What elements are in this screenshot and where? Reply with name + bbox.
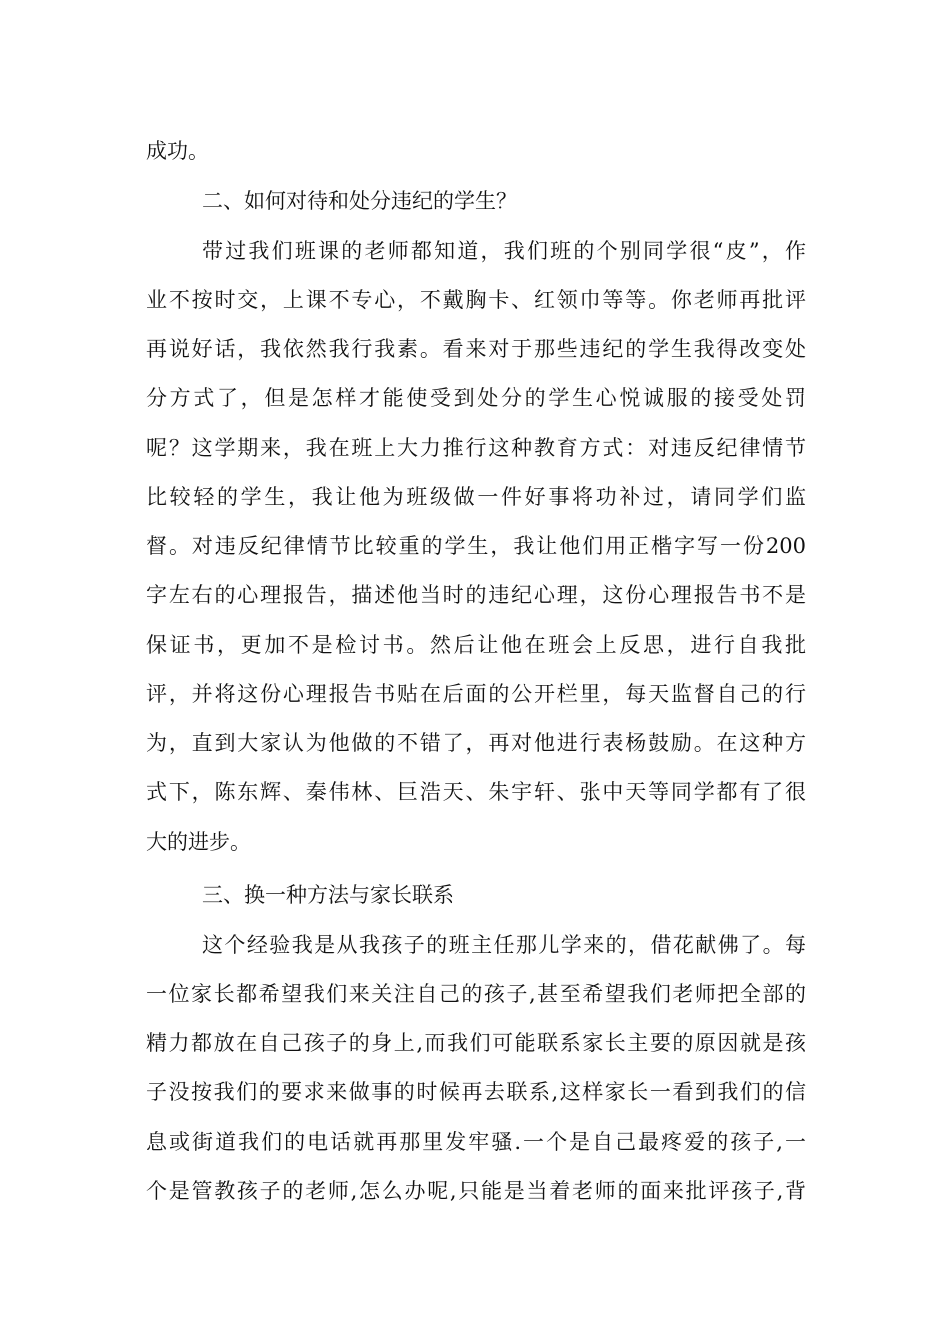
paragraph-line: 这个经验我是从我孩子的班主任那儿学来的，借花献佛了。每 (202, 933, 806, 957)
paragraph-line: 精力都放在自己孩子的身上,而我们可能联系家长主要的原因就是孩 (146, 1031, 806, 1055)
paragraph-line: 再说好话，我依然我行我素。看来对于那些违纪的学生我得改变处 (146, 337, 806, 361)
paragraph-line: 为，直到大家认为他做的不错了，再对他进行表杨鼓励。在这种方 (146, 731, 806, 755)
paragraph-line: 评，并将这份心理报告书贴在后面的公开栏里，每天监督自己的行 (146, 682, 806, 706)
paragraph-line: 督。对违反纪律情节比较重的学生，我让他们用正楷字写一份200 (146, 534, 806, 558)
paragraph-line: 息或街道我们的电话就再那里发牢骚.一个是自己最疼爱的孩子,一 (146, 1130, 806, 1154)
paragraph-line: 带过我们班课的老师都知道，我们班的个别同学很“皮”，作 (202, 239, 806, 263)
paragraph-line: 式下，陈东辉、秦伟林、巨浩天、朱宇轩、张中天等同学都有了很 (146, 780, 806, 804)
paragraph-line: 分方式了，但是怎样才能使受到处分的学生心悦诚服的接受处罚 (146, 386, 806, 410)
paragraph-line: 字左右的心理报告，描述他当时的违纪心理，这份心理报告书不是 (146, 583, 806, 607)
paragraph-line: 成功。 (146, 139, 209, 163)
paragraph-line: 保证书，更加不是检讨书。然后让他在班会上反思，进行自我批 (146, 633, 806, 657)
paragraph-line: 比较轻的学生，我让他为班级做一件好事将功补过，请同学们监 (146, 485, 806, 509)
paragraph-line: 大的进步。 (146, 830, 251, 854)
paragraph-line: 子没按我们的要求来做事的时候再去联系,这样家长一看到我们的信 (146, 1080, 806, 1104)
paragraph-line: 一位家长都希望我们来关注自己的孩子,甚至希望我们老师把全部的 (146, 982, 806, 1006)
section-heading: 二、如何对待和处分违纪的学生？ (202, 189, 517, 213)
paragraph-line: 个是管教孩子的老师,怎么办呢,只能是当着老师的面来批评孩子,背 (146, 1179, 806, 1203)
paragraph-line: 呢？这学期来，我在班上大力推行这种教育方式：对违反纪律情节 (146, 436, 806, 460)
section-heading: 三、换一种方法与家长联系 (202, 883, 454, 907)
paragraph-line: 业不按时交，上课不专心，不戴胸卡、红领巾等等。你老师再批评 (146, 288, 806, 312)
